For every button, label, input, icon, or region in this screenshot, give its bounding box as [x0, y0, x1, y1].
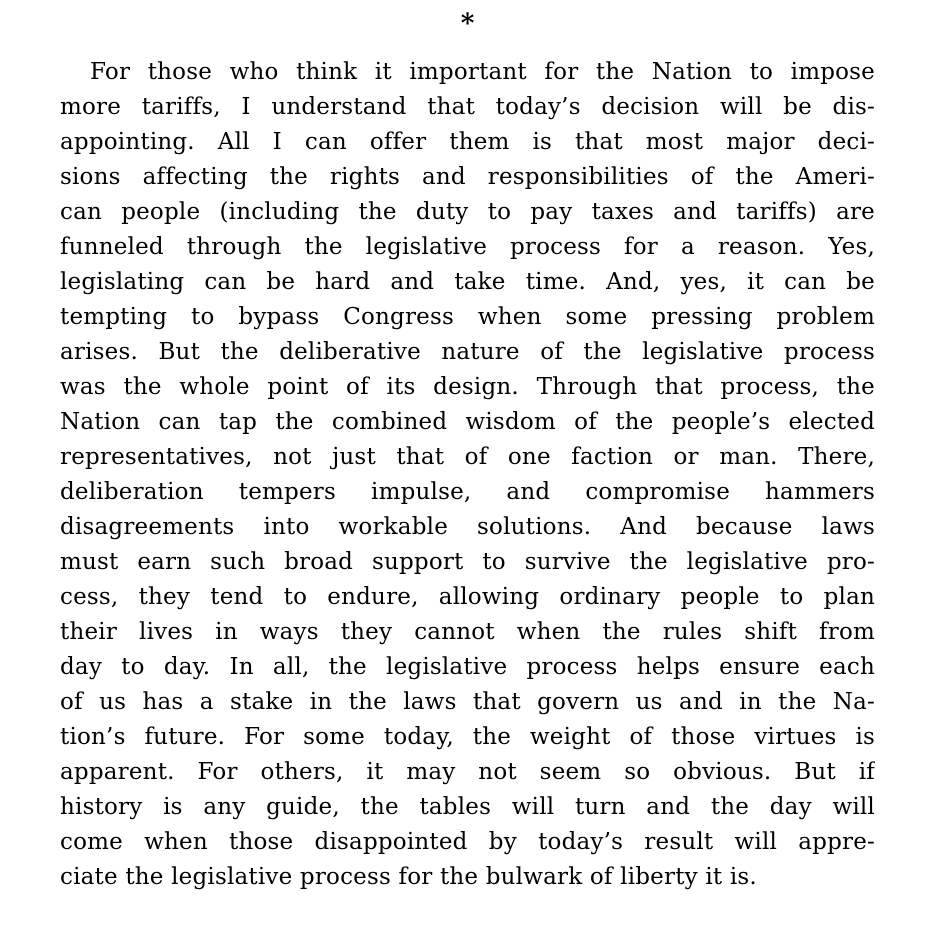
text-line: tempting to bypass Congress when some pressing problem	[60, 304, 875, 330]
text-line: legislating can be hard and take time. And, yes, it can be	[60, 269, 875, 295]
text-line: cess, they tend to endure, allowing ordinary people to plan	[60, 584, 875, 610]
text-line: funneled through the legislative process for a reason. Yes,	[60, 234, 875, 260]
text-line: more tariffs, I understand that today’s decision will be dis-	[60, 94, 875, 120]
section-break-asterisk: *	[460, 9, 475, 39]
text-line: appointing. All I can offer them is that most major deci-	[60, 129, 875, 155]
text-line: of us has a stake in the laws that govern us and in the Na-	[60, 689, 875, 715]
text-line: arises. But the deliberative nature of the legislative process	[60, 339, 875, 365]
text-line: apparent. For others, it may not seem so obvious. But if	[60, 759, 875, 785]
opinion-paragraph	[60, 55, 875, 895]
text-line: come when those disappointed by today’s result will appre-	[60, 829, 875, 855]
text-line: deliberation tempers impulse, and compromise hammers	[60, 479, 875, 505]
text-line: tion’s future. For some today, the weight of those virtues is	[60, 724, 875, 750]
text-line: their lives in ways they cannot when the rules shift from	[60, 619, 875, 645]
text-line: sions affecting the rights and responsibilities of the Ameri-	[60, 164, 875, 190]
text-line: disagreements into workable solutions. And because laws	[60, 514, 875, 540]
text-line: representatives, not just that of one faction or man. There,	[60, 444, 875, 470]
text-line: Nation can tap the combined wisdom of the people’s elected	[60, 409, 875, 435]
text-line: For those who think it important for the Nation to impose	[90, 59, 875, 85]
text-line: can people (including the duty to pay taxes and tariffs) are	[60, 199, 875, 225]
text-line: was the whole point of its design. Through that process, the	[60, 374, 875, 400]
text-line: must earn such broad support to survive the legislative pro-	[60, 549, 875, 575]
text-line: ciate the legislative process for the bulwark of liberty it is.	[60, 864, 757, 890]
text-line: day to day. In all, the legislative process helps ensure each	[60, 654, 875, 680]
text-line: history is any guide, the tables will turn and the day will	[60, 794, 875, 820]
